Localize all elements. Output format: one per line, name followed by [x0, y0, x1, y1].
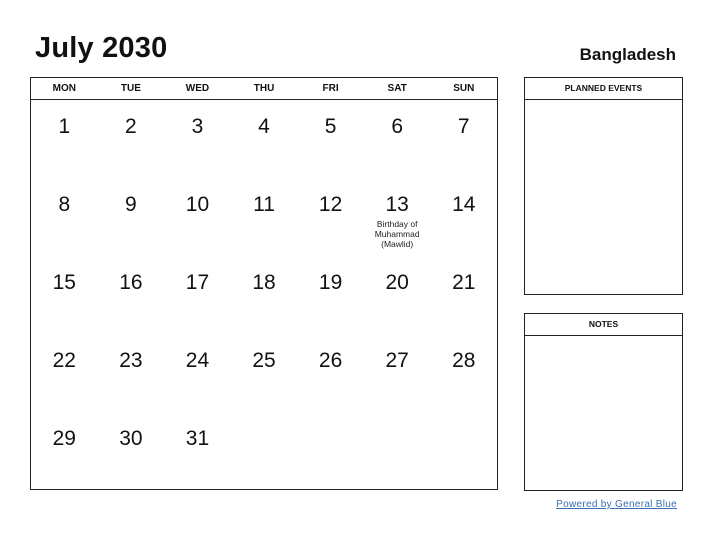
day-cell	[297, 178, 364, 256]
day-cell	[231, 100, 298, 178]
day-number: 3	[191, 115, 204, 138]
day-number: 6	[391, 115, 404, 138]
weekday-label: SUN	[453, 83, 475, 94]
day-number: 7	[457, 115, 470, 138]
day-number: 14	[452, 193, 476, 216]
calendar-grid	[30, 77, 498, 490]
day-cell	[98, 100, 165, 178]
day-cell	[430, 178, 497, 256]
day-number: 8	[58, 193, 71, 216]
day-number: 18	[252, 271, 276, 294]
country-label: Bangladesh	[579, 45, 676, 64]
weekday-label: TUE	[120, 83, 141, 94]
week-row	[31, 334, 497, 412]
week-row	[31, 412, 497, 490]
day-cell	[364, 256, 431, 334]
day-cell	[164, 412, 231, 490]
day-number: 24	[185, 349, 210, 372]
weekday-label: THU	[253, 83, 275, 94]
day-number: 23	[119, 349, 143, 372]
day-cell	[31, 100, 98, 178]
day-cell	[297, 256, 364, 334]
day-cell	[98, 412, 165, 490]
weekday-label: SAT	[387, 83, 407, 94]
day-number: 19	[318, 271, 343, 294]
day-cell	[364, 334, 431, 412]
day-number: 26	[318, 349, 343, 372]
day-cell	[297, 334, 364, 412]
day-number: 30	[119, 427, 143, 450]
day-cell	[164, 178, 231, 256]
day-number: 10	[185, 193, 210, 216]
day-cell	[231, 256, 298, 334]
day-number: 17	[185, 271, 210, 294]
planned-events-panel	[524, 77, 683, 295]
day-cell	[364, 412, 431, 490]
day-cell	[297, 412, 364, 490]
holiday-label: Birthday of Muhammad (Mawlid)	[374, 219, 420, 249]
day-number: 9	[125, 193, 137, 216]
week-row	[31, 178, 497, 256]
day-number: 15	[52, 271, 76, 294]
day-cell	[31, 334, 98, 412]
day-number: 12	[318, 193, 343, 216]
day-cell	[231, 412, 298, 490]
weekday-label: MON	[52, 83, 76, 94]
day-number: 21	[452, 271, 476, 294]
day-cell	[430, 256, 497, 334]
day-cell	[164, 334, 231, 412]
week-row	[31, 256, 497, 334]
day-number: 2	[125, 115, 137, 138]
day-cell	[231, 334, 298, 412]
weeks-container	[31, 100, 497, 490]
day-cell	[31, 256, 98, 334]
weekday-label: FRI	[322, 83, 339, 94]
powered-by-link[interactable]: Powered by General Blue	[556, 499, 677, 510]
day-cell	[98, 178, 165, 256]
day-number: 31	[185, 427, 210, 450]
planned-events-title: PLANNED EVENTS	[525, 78, 682, 100]
day-cell	[364, 100, 431, 178]
day-cell	[430, 334, 497, 412]
day-cell	[98, 256, 165, 334]
weekday-label: WED	[185, 83, 210, 94]
day-number: 16	[119, 271, 143, 294]
day-cell	[164, 256, 231, 334]
day-cell	[297, 100, 364, 178]
day-cell	[164, 100, 231, 178]
day-number: 27	[385, 349, 409, 372]
weekday-header-row	[31, 78, 497, 100]
day-cell	[231, 178, 298, 256]
week-row	[31, 100, 497, 178]
day-number: 13	[385, 193, 409, 216]
day-cell	[430, 412, 497, 490]
day-number: 20	[385, 271, 409, 294]
day-number: 25	[252, 349, 276, 372]
day-number: 22	[52, 349, 76, 372]
day-cell	[31, 178, 98, 256]
notes-title: NOTES	[525, 314, 682, 336]
day-cell	[31, 412, 98, 490]
day-number: 1	[58, 115, 71, 138]
day-number: 11	[253, 193, 275, 216]
notes-panel	[524, 313, 683, 491]
month-title: July 2030	[35, 32, 168, 64]
day-number: 5	[324, 115, 337, 138]
day-number: 4	[258, 115, 270, 138]
day-number: 29	[52, 427, 76, 450]
day-cell	[430, 100, 497, 178]
day-number: 28	[452, 349, 476, 372]
day-cell	[364, 178, 431, 256]
day-cell	[98, 334, 165, 412]
